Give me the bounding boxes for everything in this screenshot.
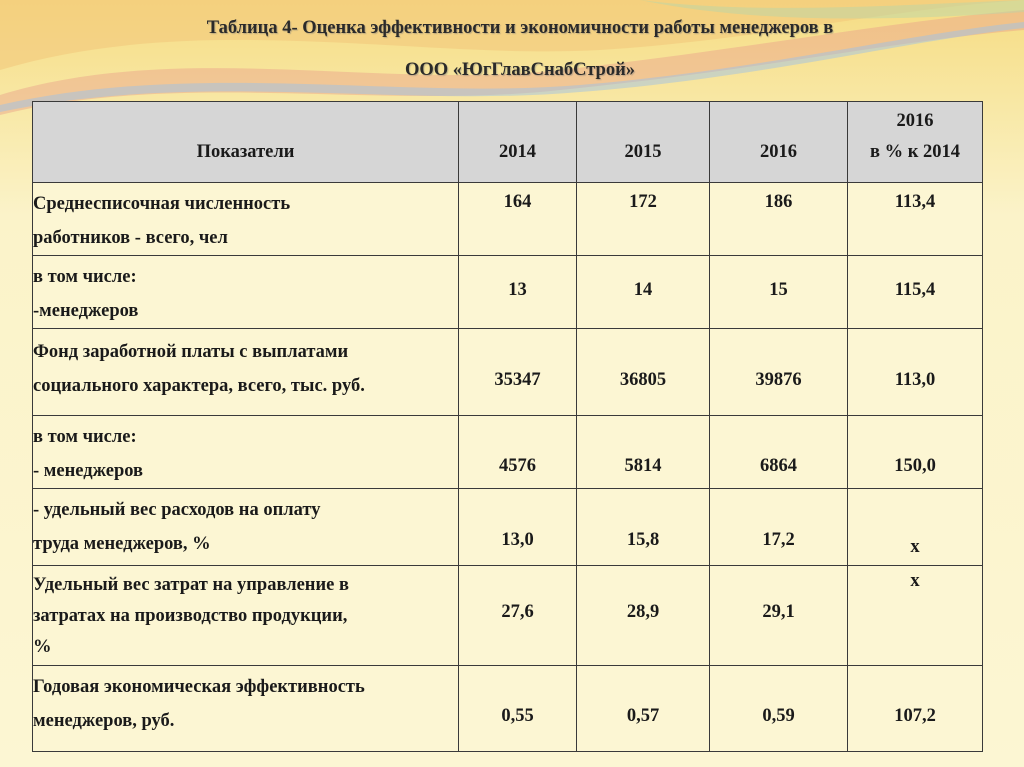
row-label: в том числе: -менеджеров — [33, 256, 459, 329]
row-label: Среднесписочная численность работников - всего, чел — [33, 183, 459, 256]
table-title-line-1: Таблица 4- Оценка эффективности и экономичности работы менеджеров в — [206, 18, 834, 38]
table-row — [33, 329, 983, 416]
cell-2015: 5814 — [577, 416, 710, 489]
table-title-line-2: ООО «ЮгГлавСнабСтрой» — [405, 60, 635, 80]
cell-2015: 172 — [577, 183, 710, 256]
efficiency-table — [32, 101, 983, 752]
table-row — [33, 566, 983, 666]
cell-2014: 13 — [459, 256, 577, 329]
cell-2014: 27,6 — [459, 566, 577, 666]
header-2016: 2016 — [710, 102, 848, 183]
cell-ratio: 113,4 — [848, 183, 983, 256]
cell-2014: 35347 — [459, 329, 577, 416]
row-label: Годовая экономическая эффективность менеджеров, руб. — [33, 666, 459, 752]
cell-2016: 29,1 — [710, 566, 848, 666]
cell-ratio: 107,2 — [848, 666, 983, 752]
table-row — [33, 489, 983, 566]
cell-2016: 6864 — [710, 416, 848, 489]
header-2014: 2014 — [459, 102, 577, 183]
row-label: Удельный вес затрат на управление в затратах на производство продукции, % — [33, 566, 459, 666]
cell-2015: 36805 — [577, 329, 710, 416]
header-2015: 2015 — [577, 102, 710, 183]
cell-2015: 28,9 — [577, 566, 710, 666]
cell-2015: 15,8 — [577, 489, 710, 566]
cell-ratio: х — [848, 566, 983, 666]
table-row — [33, 183, 983, 256]
cell-2014: 4576 — [459, 416, 577, 489]
cell-2016: 17,2 — [710, 489, 848, 566]
header-indicator: Показатели — [33, 102, 459, 183]
table-header-row — [33, 102, 983, 183]
table-row — [33, 256, 983, 329]
cell-ratio: х — [848, 489, 983, 566]
header-2016-vs-2014: 2016 в % к 2014 — [848, 102, 983, 183]
cell-2016: 15 — [710, 256, 848, 329]
table-row — [33, 416, 983, 489]
row-label: - удельный вес расходов на оплату труда менеджеров, % — [33, 489, 459, 566]
table-row — [33, 666, 983, 752]
cell-ratio: 115,4 — [848, 256, 983, 329]
cell-2014: 164 — [459, 183, 577, 256]
cell-ratio: 113,0 — [848, 329, 983, 416]
cell-2016: 39876 — [710, 329, 848, 416]
cell-2015: 14 — [577, 256, 710, 329]
cell-2016: 186 — [710, 183, 848, 256]
cell-ratio: 150,0 — [848, 416, 983, 489]
row-label: в том числе: - менеджеров — [33, 416, 459, 489]
row-label: Фонд заработной платы с выплатами социального характера, всего, тыс. руб. — [33, 329, 459, 416]
cell-2014: 0,55 — [459, 666, 577, 752]
cell-2016: 0,59 — [710, 666, 848, 752]
cell-2015: 0,57 — [577, 666, 710, 752]
cell-2014: 13,0 — [459, 489, 577, 566]
